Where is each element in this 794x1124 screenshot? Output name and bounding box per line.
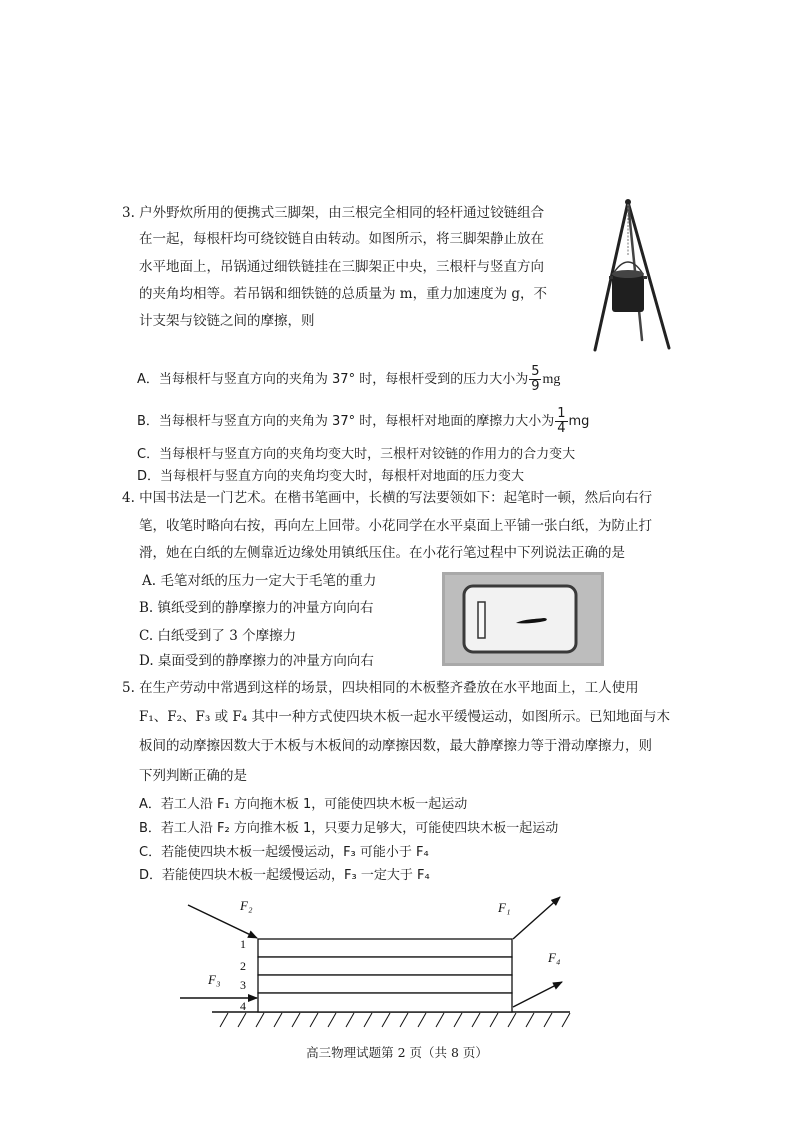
q4-line-1: 4. 中国书法是一门艺术。在楷书笔画中，长横的写法要领如下：起笔时一顿，然后向右行	[122, 490, 653, 506]
board-label-1: 1	[240, 937, 246, 951]
q3-line-5: 计支架与铰链之间的摩擦，则	[139, 313, 315, 329]
force-f2-label: F₂	[240, 898, 253, 913]
q4-option-c: C. 白纸受到了 3 个摩擦力	[139, 628, 297, 644]
board-label-3: 3	[240, 978, 246, 992]
q5-line-3: 板间的动摩擦因数大于木板与木板间的动摩擦因数，最大静摩擦力等于滑动摩擦力，则	[139, 738, 652, 754]
q3-option-c: C．当每根杆与竖直方向的夹角均变大时，三根杆对铰链的作用力的合力变大	[137, 447, 576, 462]
q3-option-a-unit: mg	[542, 372, 561, 387]
q3-line-2: 在一起，每根杆均可绕铰链自由转动。如图所示，将三脚架静止放在	[139, 231, 544, 247]
force-f4-arrow	[513, 982, 562, 1007]
fraction-five-ninths: $\frac{5}{9}$	[531, 364, 540, 394]
q5-option-b: B．若工人沿 F₂ 方向推木板 1，只要力足够大，可能使四块木板一起运动	[139, 821, 559, 836]
q3-line-1: 3. 户外野炊所用的便携式三脚架，由三根完全相同的轻杆通过铰链组合	[122, 205, 545, 221]
q3-option-b-text: B．当每根杆与竖直方向的夹角为 37° 时，每根杆对地面的摩擦力大小为	[137, 414, 555, 429]
q5-line-1: 5. 在生产劳动中常遇到这样的场景，四块相同的木板整齐叠放在水平地面上，工人使用	[122, 680, 639, 696]
q3-line-4: 的夹角均相等。若吊锅和细铁链的总质量为 m，重力加速度为 g，不	[139, 286, 548, 302]
boards-force-figure	[170, 892, 580, 1032]
q4-option-d: D. 桌面受到的静摩擦力的冲量方向向右	[139, 653, 374, 669]
q5-line-4: 下列判断正确的是	[139, 768, 247, 784]
q3-line-3: 水平地面上，吊锅通过细铁链挂在三脚架正中央，三根杆与竖直方向	[139, 259, 544, 275]
force-f1-arrow	[513, 897, 560, 939]
fraction-one-quarter: $\frac{1}{4}$	[557, 406, 566, 436]
q3-option-d: D．当每根杆与竖直方向的夹角均变大时，每根杆对地面的压力变大	[137, 469, 525, 484]
q5-line-2: F₁、F₂、F₃ 或 F₄ 其中一种方式使四块木板一起水平缓慢运动，如图所示。已知地面与木	[139, 709, 670, 725]
force-f4-label: F₄	[548, 950, 561, 965]
q3-option-a-text: A．当每根杆与竖直方向的夹角为 37° 时，每根杆受到的压力大小为	[137, 372, 529, 387]
force-f3-label: F₃	[208, 972, 221, 987]
q4-option-b: B. 镇纸受到的静摩擦力的冲量方向向右	[139, 600, 374, 616]
q4-line-2: 笔，收笔时略向右按，再向左上回带。小花同学在水平桌面上平铺一张白纸，为防止打	[139, 518, 652, 534]
q4-option-a: A. 毛笔对纸的压力一定大于毛笔的重力	[142, 573, 377, 589]
q3-option-a	[137, 365, 560, 394]
page-footer: 高三物理试题第 2 页（共 8 页）	[306, 1045, 488, 1060]
q3-option-b-unit: mg	[568, 414, 590, 429]
q4-line-3: 滑，她在白纸的左侧靠近边缘处用镇纸压住。在小花行笔过程中下列说法正确的是	[139, 545, 625, 561]
board-label-2: 2	[240, 959, 246, 973]
q3-option-b	[137, 407, 589, 436]
paper-weight-figure	[442, 572, 604, 666]
q5-option-c: C．若能使四块木板一起缓慢运动，F₃ 可能小于 F₄	[139, 845, 429, 860]
tripod-figure	[592, 194, 674, 354]
board-label-4: 4	[240, 999, 246, 1013]
force-f1-label: F₁	[498, 900, 511, 915]
q5-option-a: A．若工人沿 F₁ 方向拖木板 1，可能使四块木板一起运动	[139, 797, 468, 812]
q5-option-d: D．若能使四块木板一起缓慢运动，F₃ 一定大于 F₄	[139, 868, 430, 883]
